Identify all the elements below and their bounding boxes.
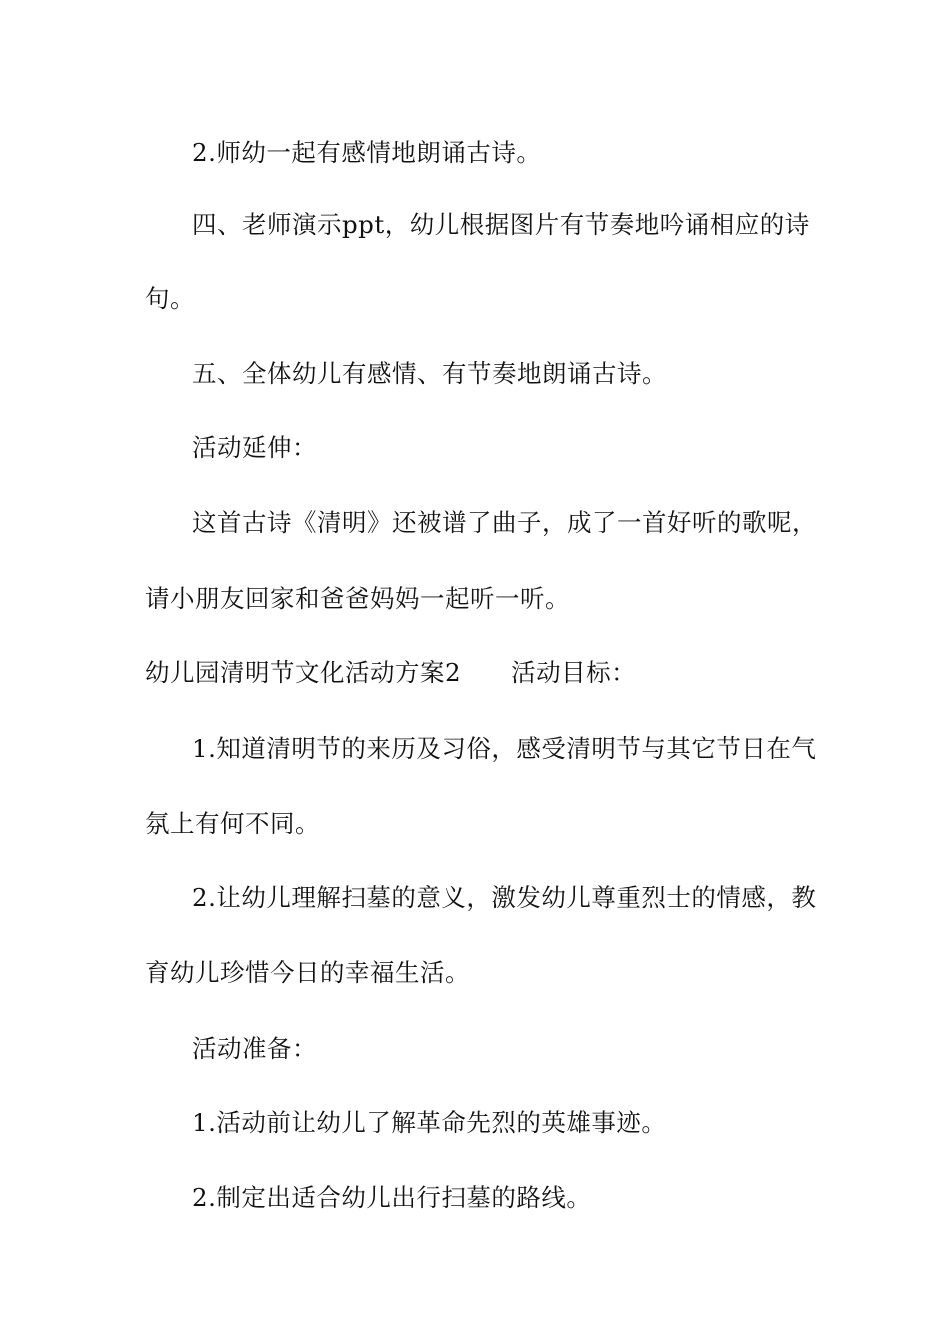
paragraph-line: 2.让幼儿理解扫墓的意义，激发幼儿尊重烈士的情感，教 <box>192 883 817 912</box>
paragraph-line: 1.知道清明节的来历及习俗，感受清明节与其它节日在气 <box>192 734 817 763</box>
paragraph-line: 氛上有何不同。 <box>145 809 320 838</box>
paragraph-line: 活动延伸： <box>192 433 317 462</box>
paragraph-line: 2.师幼一起有感情地朗诵古诗。 <box>192 138 542 167</box>
paragraph-line: 1.活动前让幼儿了解革命先烈的英雄事迹。 <box>192 1108 667 1137</box>
paragraph-line: 育幼儿珍惜今日的幸福生活。 <box>145 958 470 987</box>
paragraph-line: 四、老师演示ppt，幼儿根据图片有节奏地吟诵相应的诗 <box>192 210 810 239</box>
section-heading <box>145 658 810 688</box>
section-title: 幼儿园清明节文化活动方案2 <box>145 658 462 687</box>
paragraph-line: 五、全体幼儿有感情、有节奏地朗诵古诗。 <box>192 359 667 388</box>
paragraph-line: 句。 <box>145 284 195 313</box>
paragraph-line: 活动准备： <box>192 1034 317 1063</box>
section-subtitle: 活动目标： <box>511 658 637 687</box>
paragraph-line: 请小朋友回家和爸爸妈妈一起听一听。 <box>145 584 570 613</box>
paragraph-line: 这首古诗《清明》还被谱了曲子，成了一首好听的歌呢， <box>192 508 817 537</box>
paragraph-line: 2.制定出适合幼儿出行扫墓的路线。 <box>192 1183 592 1212</box>
